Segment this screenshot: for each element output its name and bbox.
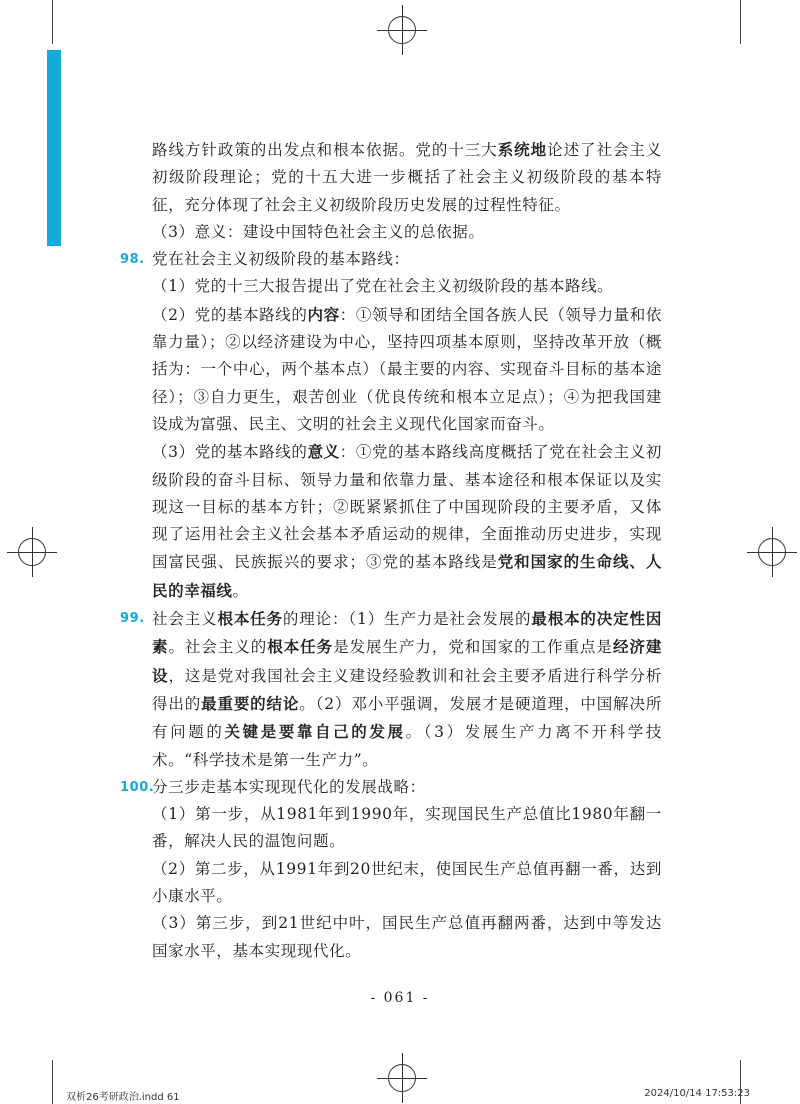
crop-mark [52,1060,53,1104]
item-point-1: （1）党的十三大报告提出了党在社会主义初级阶段的基本路线。 [152,277,614,296]
step-3: （3）第三步，到21世纪中叶，国民生产总值再翻两番，达到中等发达国家水平，基本实现现代化。 [152,914,662,960]
item-98 [120,246,662,605]
item-point-2: （2）党的基本路线的内容：①领导和团结全国各族人民（领导力量和依靠力量）；②以经济建设为中心，坚持四项基本原则，坚持改革开放（概括为：一个中心，两个基本点）（最主要的内容、实现奋斗目标的基本途径）；③自力更生，艰苦创业（优良传统和根本立足点）；④为把我国建设成为富强、民主、文明的社会主义现代化国家而奋斗。 [152,304,662,433]
item-title: 分三步走基本实现现代化的发展战略： [152,777,426,796]
item-title: 党在社会主义初级阶段的基本路线： [152,250,410,269]
crop-mark [740,0,741,44]
intro-meaning: （3）意义：建设中国特色社会主义的总依据。 [152,222,485,241]
crop-mark [52,0,53,44]
registration-mark [388,1064,416,1092]
footer-file-name: 双析26考研政治.indd 61 [66,1092,180,1103]
item-number: 98. [120,252,145,268]
item-number: 99. [120,611,145,627]
step-1: （1）第一步，从1981年到1990年，实现国民生产总值比1980年翻一番，解决人民的温饱问题。 [152,805,662,851]
registration-mark [18,538,46,566]
item-99 [120,605,662,774]
intro-paragraph: 路线方针政策的出发点和根本依据。党的十三大系统地论述了社会主义初级阶段理论；党的十五大进一步概括了社会主义初级阶段的基本特征，充分体现了社会主义初级阶段历史发展的过程性特征。 [152,140,662,214]
registration-mark [758,538,786,566]
item-number: 100. [120,779,155,795]
step-2: （2）第二步，从1991年到20世纪末，使国民生产总值再翻一番，达到小康水平。 [152,859,662,906]
chapter-tab [47,50,61,246]
page-body [120,136,662,965]
footer-timestamp: 2024/10/14 17:53:23 [644,1088,750,1099]
page-number: - 061 - [370,990,430,1006]
item-body: 社会主义根本任务的理论：（1）生产力是社会发展的最根本的决定性因素。社会主义的根本任务是发展生产力，党和国家的工作重点是经济建设，这是党对我国社会主义建设经验教训和社会主要矛盾进行科学分析得出的最重要的结论。（2）邓小平强调，发展才是硬道理，中国解决所有问题的关键是要靠自己的发展。（3）发展生产力离不开科学技术。“科学技术是第一生产力”。 [152,609,662,769]
item-point-3: （3）党的基本路线的意义：①党的基本路线高度概括了党在社会主义初级阶段的奋斗目标、领导力量和依靠力量、基本途径和根本保证以及实现这一目标的基本方针；②既紧紧抓住了中国现阶段的主要矛盾，又体现了运用社会主义社会基本矛盾运动的规律，全面推动历史进步，实现国富民强、民族振兴的要求；③党的基本路线是党和国家的生命线、人民的幸福线。 [152,442,662,600]
item-100 [120,774,662,965]
registration-mark [388,16,416,44]
